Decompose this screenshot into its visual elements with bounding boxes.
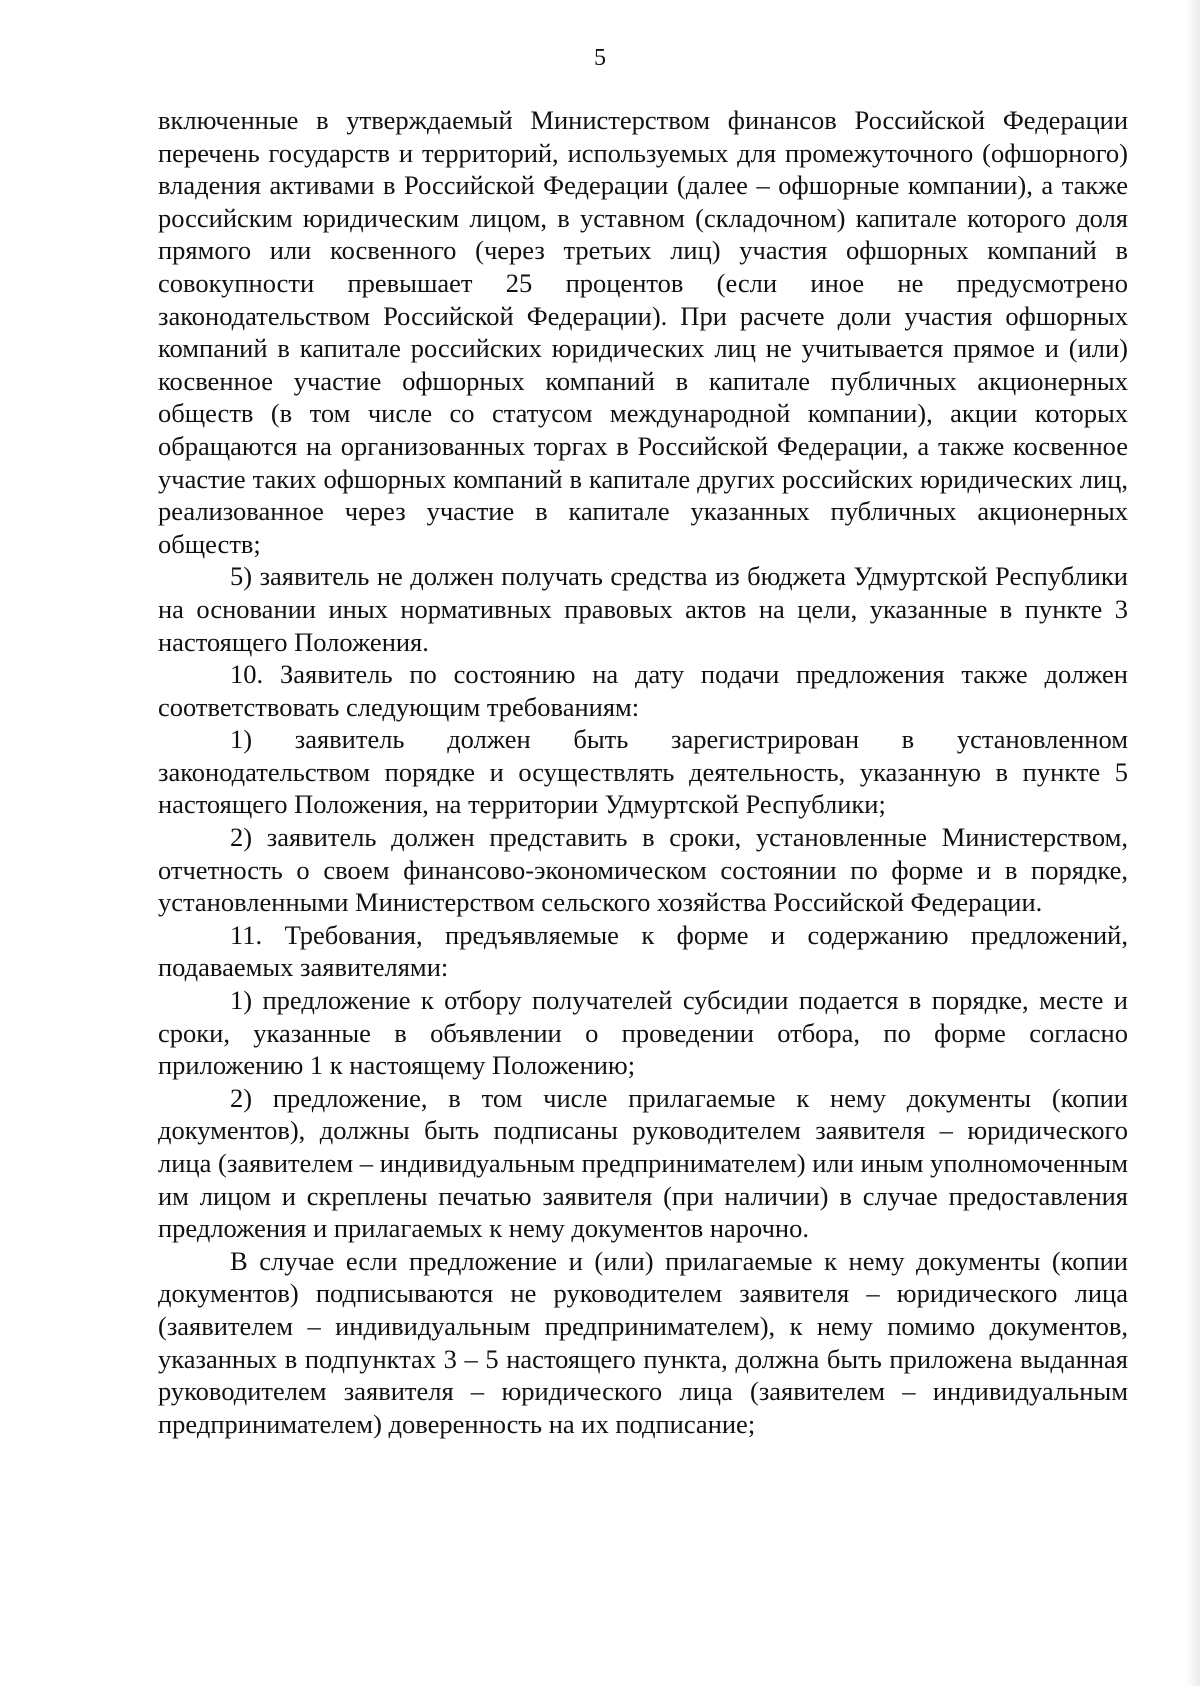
paragraph-offshore-continuation: включенные в утверждаемый Министерством финансов Российской Федерации перечень государств и территорий, используемых для промежуточного (офшорного) владения активами в Российской Федерации (далее – офшорные компании), а также российским юридическим лицом, в уставном (складочном) капитале которого доля прямого или косвенного (через третьих лиц) участия офшорных компаний в совокупности превышает 25 процентов (если иное не предусмотрено законодательством Российской Федерации). При расчете доли участия офшорных компаний в капитале российских юридических лиц не учитывается прямое и (или) косвенное участие офшорных компаний в капитале публичных акционерных обществ (в том числе со статусом международной компании), акции которых обращаются на организованных торгах в Российской Федерации, а также косвенное участие таких офшорных компаний в капитале других российских юридических лиц, реализованное через участие в капитале указанных публичных акционерных обществ; [158,105,1128,559]
document-body [158,104,1128,1440]
page-number: 5 [594,45,606,71]
paragraph-section-11: 11. Требования, предъявляемые к форме и содержанию предложений, подаваемых заявителями: [158,919,1128,983]
paragraph-section-10-item-2: 2) заявитель должен представить в сроки, установленные Министерством, отчетность о своем финансово-экономическом состоянии по форме и в порядке, установленными Министерством сельского хозяйства Российской Федерации. [158,822,1128,918]
paragraph-section-10: 10. Заявитель по состоянию на дату подачи предложения также должен соответствовать следующим требованиям: [158,659,1128,722]
paragraph-section-10-item-1: 1) заявитель должен быть зарегистрирован в установленном законодательством порядке и осуществлять деятельность, указанную в пункте 5 настоящего Положения, на территории Удмуртской Республики; [158,724,1128,820]
paragraph-section-11-item-1: 1) предложение к отбору получателей субсидии подается в порядке, месте и сроки, указанные в объявлении о проведении отбора, по форме согласно приложению 1 к настоящему Положению; [158,985,1128,1081]
paragraph-power-of-attorney: В случае если предложение и (или) прилагаемые к нему документы (копии документов) подписываются не руководителем заявителя – юридического лица (заявителем – индивидуальным предпринимателем), к нему помимо документов, указанных в подпунктах 3 – 5 настоящего пункта, должна быть приложена выданная руководителем заявителя – юридического лица (заявителем – индивидуальным предпринимателем) доверенность на их подписание; [158,1245,1128,1439]
paragraph-section-11-item-2: 2) предложение, в том числе прилагаемые к нему документы (копии документов), должны быть подписаны руководителем заявителя – юридического лица (заявителем – индивидуальным предпринимателем) или иным уполномоченным им лицом и скреплены печатью заявителя (при наличии) в случае предоставления предложения и прилагаемых к нему документов нарочно. [158,1082,1128,1244]
paragraph-item-5-budget-funds: 5) заявитель не должен получать средства из бюджета Удмуртской Республики на основании иных нормативных правовых актов на цели, указанные в пункте 3 настоящего Положения. [158,561,1128,657]
scan-edge-shadow [1186,0,1200,1686]
